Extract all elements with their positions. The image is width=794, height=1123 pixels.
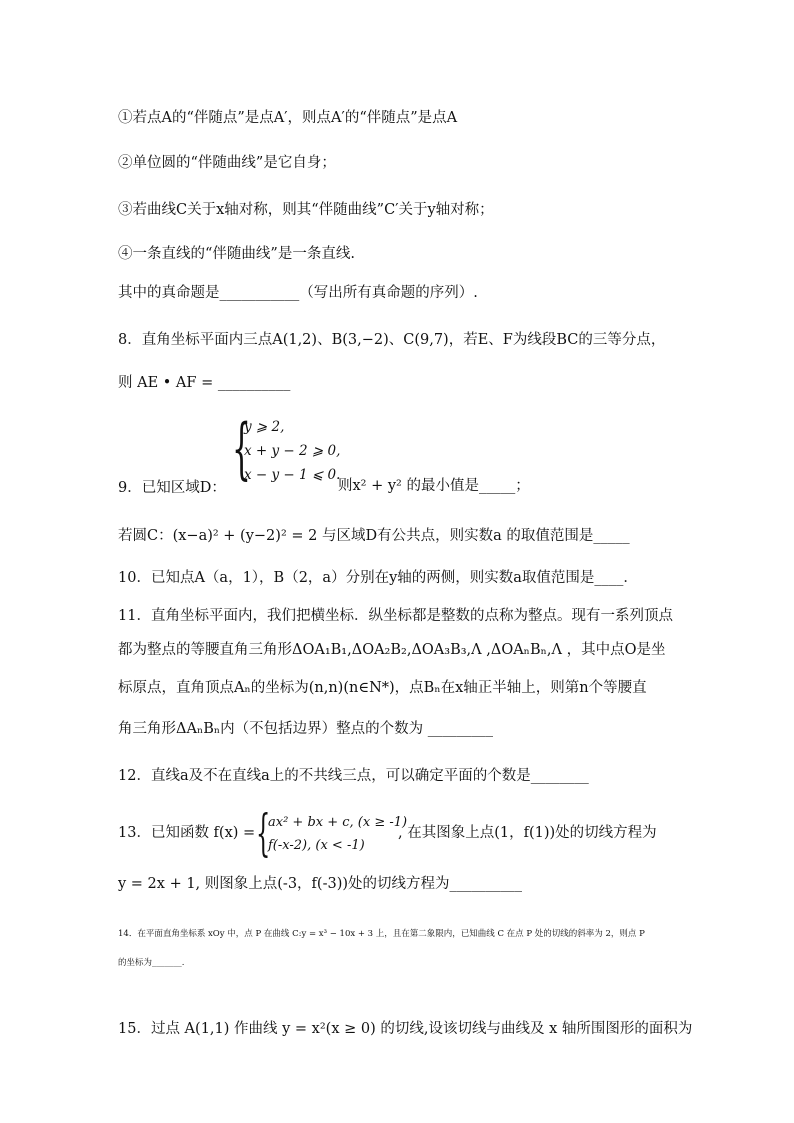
statement-3: ③若曲线C关于x轴对称，则其“伴随曲线”C′关于y轴对称；: [118, 202, 494, 218]
question-8-vector: 则 AE • AF = __________: [118, 375, 291, 391]
question-14-line-1: 14．在平面直角坐标系 xOy 中，点 P 在曲线 C:y = x³ − 10x + 3 上，且在第二象限内，已知曲线 C 在点 P 处的切线的斜率为 2，则点 P: [118, 929, 645, 939]
region-inequality-system: [232, 410, 342, 488]
question-10: 10．已知点A（a，1），B（2，a）分别在y轴的两侧，则实数a取值范围是____．: [118, 570, 638, 586]
question-14-line-2: 的坐标为_______.: [118, 958, 185, 968]
question-7-answer: 其中的真命题是___________（写出所有真命题的序列）.: [118, 285, 478, 301]
brace-icon: {: [232, 410, 251, 487]
question-15: 15．过点 A(1,1) 作曲线 y = x²(x ≥ 0) 的切线,设该切线与曲线及 x 轴所围图形的面积为: [118, 1021, 693, 1037]
question-8: 8．直角坐标平面内三点A(1,2)、B(3,−2)、C(9,7)，若E、F为线段BC的三等分点，: [118, 332, 666, 348]
question-9-circle: 若圆C：(x−a)² + (y−2)² = 2 与区域D有公共点，则实数a 的取值范围是_____: [118, 528, 630, 544]
question-11-line-3: 标原点，直角顶点Aₙ的坐标为(n,n)(n∈N*)，点Bₙ在x轴正半轴上，则第n个等腰直: [118, 680, 647, 696]
piecewise-function: [256, 804, 408, 862]
inequality-2: x + y − 2 ⩾ 0,: [244, 443, 341, 459]
statement-4: ④一条直线的“伴随曲线”是一条直线.: [118, 246, 355, 262]
question-12: 12．直线a及不在直线a上的不共线三点，可以确定平面的个数是________: [118, 768, 589, 784]
question-13-tangent: , 在其图象上点(1，f(1))处的切线方程为: [398, 825, 657, 841]
question-11-line-4: 角三角形ΔAₙBₙ内（不包括边界）整点的个数为 _________: [118, 721, 494, 737]
question-11-line-2: 都为整点的等腰直角三角形ΔOA₁B₁,ΔOA₂B₂,ΔOA₃B₃,Λ ,ΔOAₙBₙ,Λ ，其中点O是坐: [118, 642, 666, 658]
question-9-min-value: 则x² + y² 的最小值是_____；: [338, 478, 530, 494]
inequality-3: x − y − 1 ⩽ 0.: [244, 467, 341, 483]
question-11-line-1: 11．直角坐标平面内，我们把横坐标．纵坐标都是整数的点称为整点。现有一系列顶点: [118, 608, 673, 624]
question-13-line-2: y = 2x + 1, 则图象上点(-3，f(-3))处的切线方程为__________: [118, 876, 523, 892]
brace-icon: {: [256, 804, 271, 862]
statement-1: ①若点A的“伴随点”是点A′，则点A′的“伴随点”是点A: [118, 110, 458, 126]
question-13-label: 13．已知函数 f(x) =: [118, 825, 256, 841]
inequality-1: y ⩾ 2,: [244, 419, 285, 435]
question-9-label: 9．已知区域D：: [118, 480, 226, 496]
piece-1: ax² + bx + c, (x ≥ -1): [268, 815, 408, 830]
piece-2: f(-x-2), (x < -1): [268, 838, 365, 853]
statement-2: ②单位圆的“伴随曲线”是它自身；: [118, 155, 336, 171]
